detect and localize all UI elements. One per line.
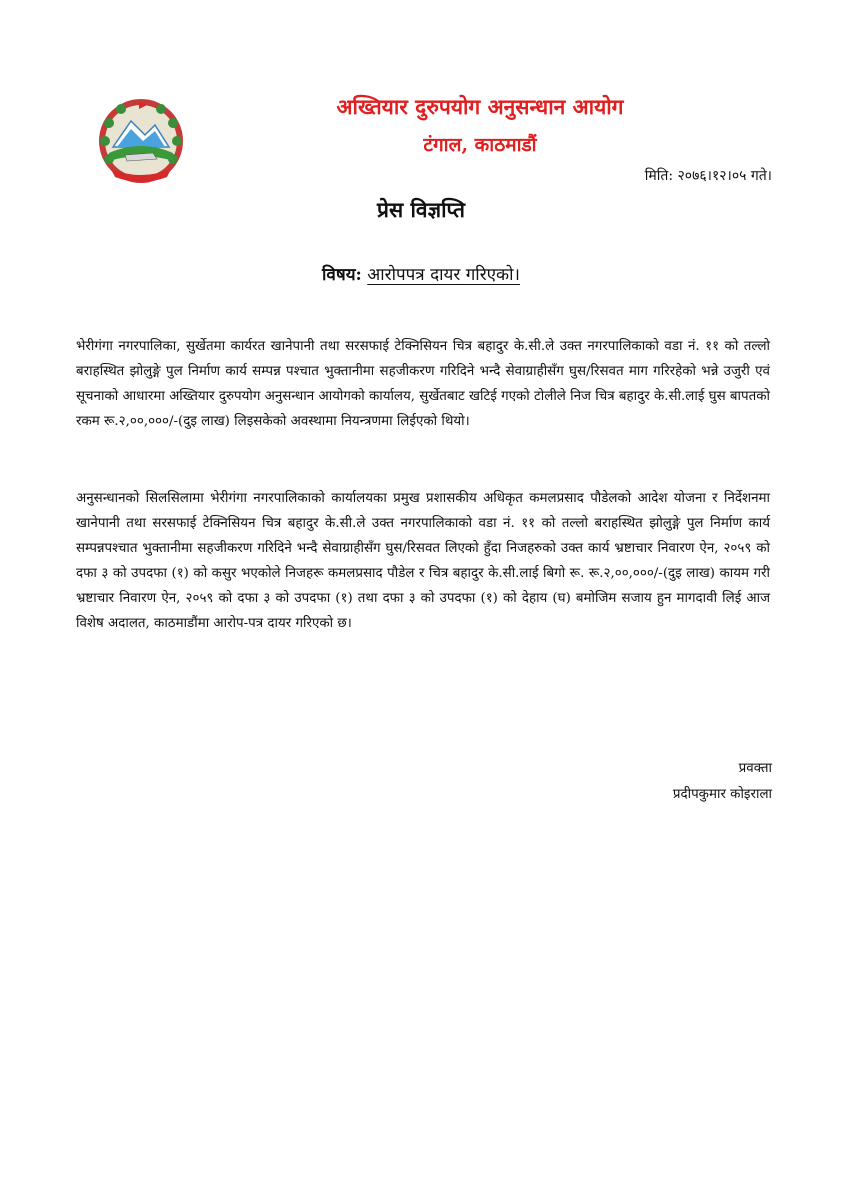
date-line: मिति: २०७६।१२।०५ गते। bbox=[644, 168, 772, 184]
signatory-name: प्रदीपकुमार कोइराला bbox=[672, 787, 772, 802]
signatory-role: प्रवक्ता bbox=[738, 761, 772, 776]
body-paragraph-2: अनुसन्धानको सिलसिलामा भेरीगंगा नगरपालिकाको कार्यालयका प्रमुख प्रशासकीय अधिकृत कमलप्रसाद पौडेलको आदेश योजना र निर्देशनमा खानेपानी तथा सरसफाई टेक्निसियन चित्र बहादुर के.सी.ले उक्त नगरपालिकाको वडा नं. ११ को तल्लो बराहस्थित झोलुङ्गे पुल निर्माण कार्य सम्पन्नपश्चात भुक्तानीमा सहजीकरण गरिदिने भन्दै सेवाग्राहीसँग घुस/रिसवत लिएको हुँदा निजहरुको उक्त कार्य भ्रष्टाचार निवारण ऐन, २०५९ को दफा ३ को उपदफा (१) को कसुर भएकोले निजहरू कमलप्रसाद पौडेल र चित्र बहादुर के.सी.लाई बिगो रू. रू.२,००,०००/-(दुइ लाख) कायम गरी भ्रष्टाचार निवारण ऐन, २०५९ को दफा ३ को उपदफा (१) तथा दफा ३ को उपदफा (१) को देहाय (घ) बमोजिम सजाय हुन मागदावी लिई आज विशेष अदालत, काठमाडौंमा आरोप-पत्र दायर गरिएको छ। bbox=[76, 491, 770, 631]
signature-block bbox=[673, 756, 772, 808]
subject-label: विषय: bbox=[322, 265, 362, 285]
nepal-government-emblem-icon bbox=[95, 95, 187, 187]
notice-heading: प्रेस विज्ञप्ति bbox=[377, 197, 465, 222]
subject-line bbox=[0, 262, 842, 285]
subject-text: आरोपपत्र दायर गरिएको। bbox=[367, 265, 520, 285]
organization-address: टंगाल, काठमाडौं bbox=[423, 134, 537, 156]
organization-title: अख्तियार दुरुपयोग अनुसन्धान आयोग bbox=[336, 94, 624, 119]
body-paragraph-1: भेरीगंगा नगरपालिका, सुर्खेतमा कार्यरत खानेपानी तथा सरसफाई टेक्निसियन चित्र बहादुर के.सी.ले उक्त नगरपालिकाको वडा नं. ११ को तल्लो बराहस्थित झोलुङ्गे पुल निर्माण कार्य सम्पन्न पश्चात भुक्तानीमा सहजीकरण गरिदिने भन्दै सेवाग्राहीसँग घुस/रिसवत माग गरिरहेको भन्ने उजुरी एवं सूचनाको आधारमा अख्तियार दुरुपयोग अनुसन्धान आयोगको कार्यालय, सुर्खेतबाट खटिई गएको टोलीले निज चित्र बहादुर के.सी.लाई घुस बापतको रकम रू.२,००,०००/-(दुइ लाख) लिइसकेको अवस्थामा नियन्त्रणमा लिईएको थियो। bbox=[76, 339, 770, 429]
